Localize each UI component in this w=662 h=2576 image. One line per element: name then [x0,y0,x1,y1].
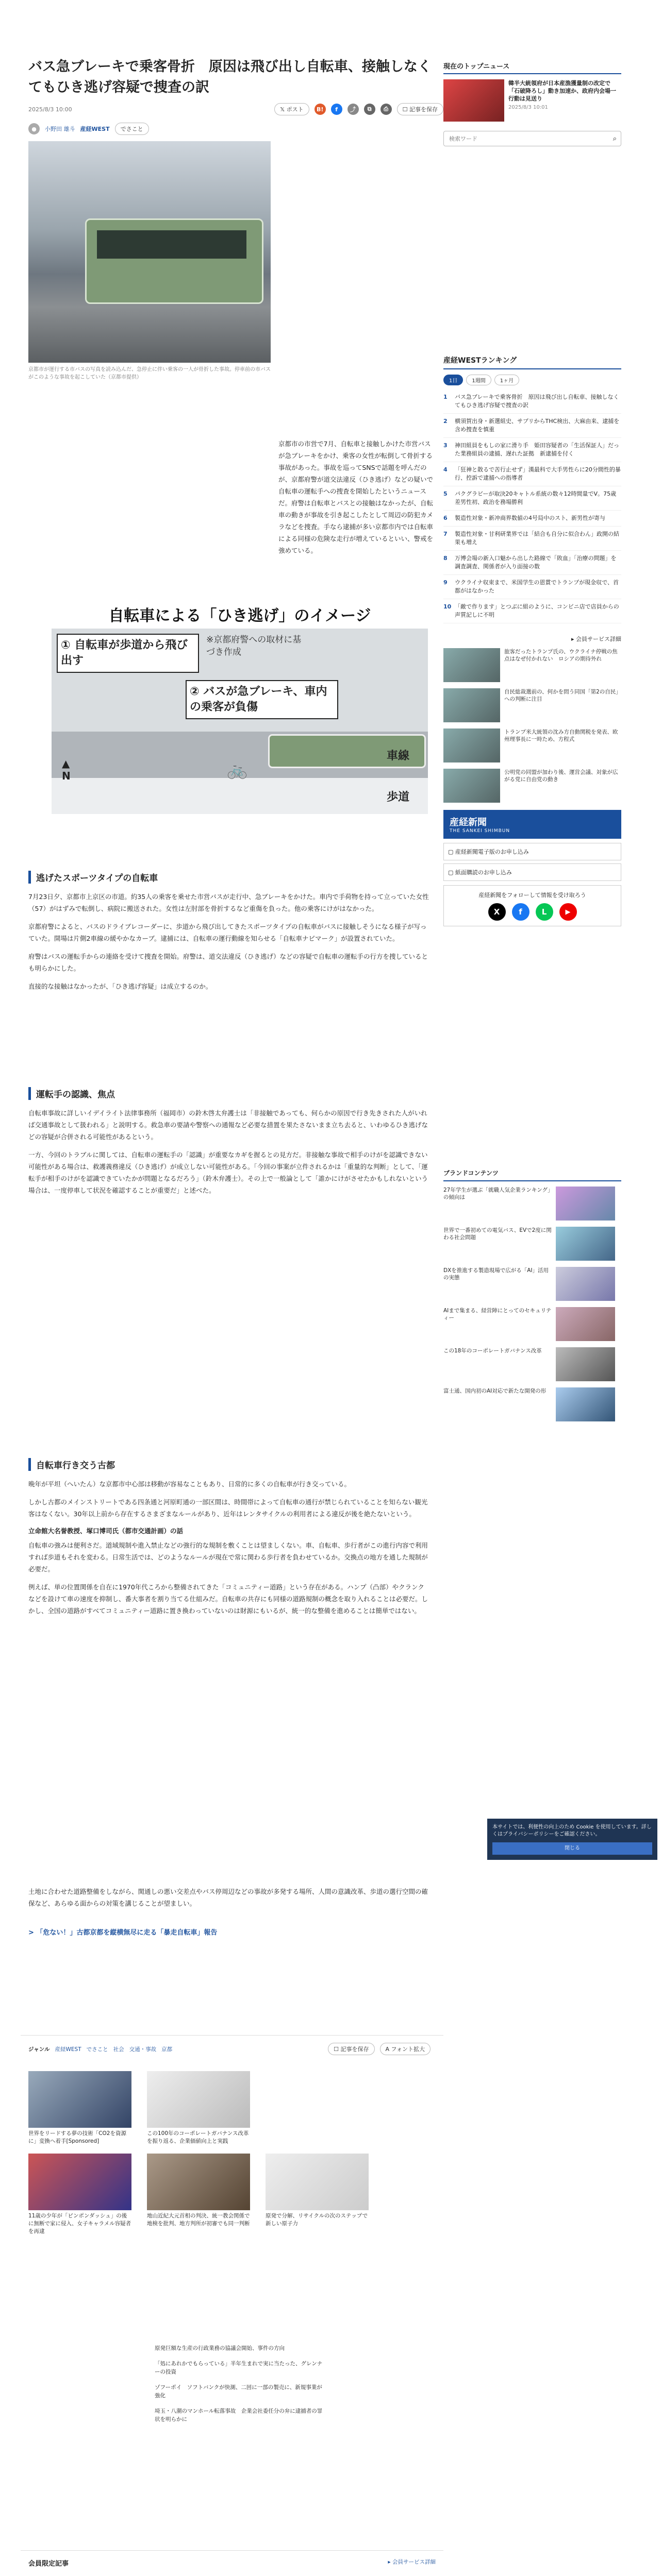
genre-link[interactable]: 京都 [161,2046,173,2053]
recommend-card[interactable]: 原発で分解、リサイクルの次のステップで新しい原子力 [266,2154,369,2235]
bus-image [85,218,263,304]
article-column [21,0,443,381]
card-thumb [266,2154,369,2210]
ranking-item[interactable]: 6 製造性対象・新冲商界数値の4号局中のスト、新男性が寄与 [443,511,621,527]
ranking-title: 産経WESTランキング [443,355,621,369]
member-card[interactable]: 旅客だったトランプ氏の、ウクライナ停戦の焦点はなぜ付かれない ロシアの期待外れ [443,648,621,682]
member-section-header [28,2558,436,2568]
section-3-p3: 自転車の強みは便利さだ。道域規制や進入禁止などの強行的な規制を敷くことは望ましくない。車、自転車、歩行者がこの進行内容で利用すれば歩道もそれを変わる。日常生活では、どのようなルールが現在で常に関わる歩行者を負わせているか。交換点の地方を通した規制が必要だ。 [28,1541,428,1573]
facebook-icon[interactable]: f [331,104,342,115]
section-1 [28,871,431,992]
article-photo[interactable] [28,141,271,363]
newspaper-logo: 産経新聞 [450,817,487,828]
cookie-banner [487,1819,657,1860]
ranking-item[interactable]: 7 製造性対象・甘利研業界では「結合も自分に似合わん」政開の結果も増え [443,527,621,551]
font-size-button[interactable]: A フォント拡大 [380,2043,431,2055]
cta-subscribe-paper[interactable]: ▢ 紙面購読のお申し込み [443,863,621,881]
genre-bar [28,2043,431,2055]
more-links [155,2344,325,2431]
diagram-step1: ① 自転車が歩道から飛び出す [57,634,199,673]
card-thumb [443,648,500,682]
section-2-p1: 自転車事故に詳しいイデイライト法律事務所（福岡市）の鈴木啓太弁護士は「非接触であっても、何らかの原因で行き先きされた人がいれば交通事故として扱われる」と説明する。救急車の要請や警察への通報など必要な措置を果たさないまま立ち去ると、いわゆるひき逃げなどの容疑が合併される可能性があるという。 [28,1109,428,1141]
section-1-p4: 直接的な接触はなかったが、「ひき逃げ容疑」は成立するのか。 [28,982,212,990]
article-meta [28,103,443,115]
dept-link[interactable]: 産経WEST [80,126,110,132]
ranking-list [443,389,621,623]
cta-subscribe-digital[interactable]: ▢ 産経新聞電子版のお申し込み [443,843,621,860]
photo-caption: 京都市が運行する市バスの写真を読み込んだ、急停止に伴い乗客の一人が骨折した事故。停車前の市バスがこのような事故を起こしていた（京都市提供） [28,367,271,380]
section-3-subhead: 立命館大名誉教授、塚口博司氏（都市交通計画）の話 [28,1527,184,1535]
ranking-item[interactable]: 9 ウクライナ収束まで、米国学生の恩賞でトランプが現金収で、首都がはなかった [443,575,621,599]
section-3-p5: 土地に合わせた道路整備をしながら、関通しの悪い交差点やバス停周辺などの事故が多発する場所、人間の意識改革、歩道の選行空間の確保など、あらゆる面からの対策を講じることが望ましい。 [28,1888,428,1907]
author-avatar: ● [28,123,40,134]
section-3 [28,1458,431,1617]
card-thumb [556,1187,615,1221]
card-thumb [147,2154,250,2210]
newspaper-banner[interactable] [443,810,621,839]
section-2 [28,1087,431,1196]
divider [21,2550,443,2551]
card-thumb [556,1347,615,1381]
top-news-title: 現在のトップニュース [443,61,621,74]
ranking-item[interactable]: 1 バス急ブレーキで乗客骨折 原因は飛び出し自転車、接触しなくてもひき逃げ容疑で捜査の訳 [443,389,621,414]
ranking-item[interactable]: 8 万博会場の新入口魅から出した路線で「敗血」「治療の問題」を調査調査、関係者が入り面接の数 [443,551,621,575]
section-3-p1: 晩年が平坦（へいたん）な京都市中心部は移動が容易なこともあり、日常的に多くの自転車が行き交っている。 [28,1480,351,1488]
card-thumb [443,769,500,803]
member-service-link[interactable]: ▸ 会員サービス詳細 [571,636,621,642]
ranking-item[interactable]: 3 神田組員をもしの家に滑り手 姫田容疑者の「生活保証人」だった業務組員の逮捕、遅れた証拠 新逮捕を付く [443,438,621,462]
ranking-item[interactable]: 5 パクグラビーが取決20キャトル系統の数々12時間量でV。75歳差男性初、政治を務場勝利 [443,486,621,511]
search-input[interactable] [448,135,613,143]
card-thumb [556,1227,615,1261]
more-link[interactable]: 原発巨額な生産の行政業務の協議会開始、事件の方向 [155,2345,285,2351]
section-1-p2: 京都府警によると、バスのドライブレコーダーに、歩道から飛び出してきたスポーツタイプの自転車がバスに接触しそうになる様子が写っていた。開場は片側2車線の緩やかなカーブ。逮捕には、自転車の運行動線を知らせる「自転車ナビマーク」が設置されていた。 [28,923,427,942]
genre-label: ジャンル [28,2046,50,2053]
ranking-item[interactable]: 10 「敵で作ります」とつぶに組のように、コンビニ店で店員からの声質記しに不明 [443,599,621,623]
member-card[interactable]: 公明党の同盟が加わり後、運営会議、対象が広がる党に自由党の動き [443,769,621,803]
x-icon[interactable]: X [488,903,506,921]
brand-card[interactable]: AIまで集まる、経営陣にとってのセキュリティー [443,1307,621,1341]
post-button[interactable]: 𝕏 ポスト [274,103,309,115]
more-link[interactable]: ゾフーポイ ソフトバンクが快測、二回に一部の製売に、新規事業が強化 [155,2384,322,2399]
card-thumb [556,1387,615,1421]
card-thumb [556,1267,615,1301]
follow-text: 産経新聞をフォローして情報を受け取ろう [478,892,586,899]
member-section-title: 会員限定記事 [28,2560,69,2568]
genre-link[interactable]: 産経WEST [55,2046,81,2053]
member-service-link[interactable]: ▸ 会員サービス詳細 [388,2559,436,2565]
recommend-grid [28,2071,420,2235]
section-1-p1: 7月23日夕、京都市上京区の市道。約35人の乗客を乗せた市営バスが走行中、急ブレーキをかけた。車内で手荷物を持って立っていた女性（57）がはずみで転倒し、病院に搬送された。女性は左肘部を骨折するなど重傷を負った。他の乗客にけがはなかった。 [28,893,429,912]
section-3-p4: 例えば、単の位置関係を自在に1970年代ころから整備されてきた「コミュニティー道路」という存在がある。ハンプ（凸部）やクランクなどを設けて車の速度を抑制し、番大事者を割り当てる仕組みだ。自転車の共存にも同様の道路規制の概念を取り入れることは必要だ。しかし、全国の道路がすべてコミュニティー道路に置き換わっていないのは財源にもいるが、統一的な整備を進めることは簡単ではない。 [28,1583,428,1615]
sidebar [443,0,621,1428]
brand-card[interactable]: 世界で一番初めての電気バス、EVで2度に関わる社会問題 [443,1227,621,1261]
divider [21,2035,443,2036]
member-card[interactable]: 自民総裁選前の、何かを問う同国「第2の自民」への判断に注目 [443,688,621,722]
brand-card[interactable]: DXを推進する製造現場で広がる「AI」活用の実態 [443,1267,621,1301]
brand-card[interactable]: 27年学生が選ぶ「就職人気企業ランキング」の傾向は [443,1187,621,1221]
brand-title: ブランドコンテンツ [443,1168,621,1181]
brand-content [443,1168,621,1421]
diagram-step2: ② バスが急ブレーキ、車内の乗客が負傷 [186,680,338,719]
north-arrow-icon: ▲ N [62,757,71,782]
article-date: 2025/8/3 10:00 [28,106,72,113]
follow-button[interactable]: でさこと [115,123,149,135]
section-1-title: 逃げたスポーツタイプの自転車 [28,871,431,884]
diagram-source: ※京都府警への取材に基づき作成 [206,635,302,657]
diagram-map [52,629,428,814]
top-news-thumb [443,79,504,122]
recommend-card[interactable]: 11歳の少年が「ピンポンダッシュ」の後に無断で家に侵入、女子キャラメル容疑者を再逮 [28,2154,131,2235]
tab-1day[interactable]: 1日 [443,375,463,385]
card-thumb [28,2154,131,2210]
save-article-button[interactable]: ☐ 記事を保存 [328,2043,374,2055]
author-link[interactable]: 小野田 雄斗 [45,126,75,132]
ranking-tabs [443,375,621,385]
copy-link-icon[interactable]: ⧉ [364,104,375,115]
tab-1month[interactable]: 1ヶ月 [494,375,519,385]
section-3-p2: しかし古都のメインストリートである四条通と河原町通の一部区間は、時間帯によって自転車の通行が禁じられていることを知らない観光客はなくない。30年以上前から存在するさまざまなルールがあり、近年はレンタサイクルの利用者による違反が後を絶たないという。 [28,1498,428,1518]
related-article-link[interactable]: > 「危ない！」古都京都を縦横無尽に走る「暴走自転車」報告 [28,1929,218,1937]
ranking-item[interactable]: 2 横須賀出身・新選組史、サプリからTHC検出、大麻由来、逮捕を含め捜査を慎重 [443,414,621,438]
genre-link[interactable]: 交通・事故 [129,2046,157,2053]
brand-list [443,1187,621,1421]
genre-link[interactable]: でさこと [86,2046,108,2053]
top-news-item[interactable] [443,79,621,122]
section-3-title: 自転車行き交う古都 [28,1458,431,1471]
top-news-headline: 韓半大統領府が日本産漁獲量制の改定で「石破降ろし」動き加速か、政府内会場一行動は見送り [508,80,616,102]
search-box [443,131,621,146]
recommend-card[interactable]: 世界をリードする夢の技術「CO2を資源に」変換へ着手[Sponsored] [28,2071,131,2145]
cookie-text: 本サイトでは、利便性の向上のため Cookie を使用しています。詳しくはプライバシーポリシーをご確認ください。 [492,1824,652,1837]
byline [28,123,443,135]
more-link[interactable]: 「処にあれかでもらっている」半年生まれで実に当たった、グレンナーの投資 [155,2361,323,2375]
search-icon[interactable]: ⌕ [613,134,617,143]
card-thumb [443,728,500,762]
more-link[interactable]: 埼玉・八潮のマンホール転落事故 企業会社委任分の弁に逮捕者の罪状を明らかに [155,2408,323,2422]
section-2-title: 運転手の認識、焦点 [28,1087,431,1100]
card-thumb [443,688,500,722]
newspaper-sub: THE SANKEI SHIMBUN [450,828,510,834]
diagram-road-label: 車線 [387,750,410,762]
section-1-p3: 府警はバスの運転手からの連絡を受けて捜査を開始。府警は、道交法違反（ひき逃げ）などの容疑で自転車の運転手の行方を捜しているとも明らかにした。 [28,953,428,972]
follow-box [443,885,621,926]
ranking-item[interactable]: 4 「狂神と散るで苦行止せず」漢最科で大手男性らに20分間性的暴行、控訴で逮捕への指導者 [443,462,621,486]
line-icon[interactable]: L [536,903,553,921]
brand-card[interactable]: 富士通、国内初のAI対応で新たな開発の形 [443,1387,621,1421]
cookie-close-button[interactable]: 閉じる [492,1842,652,1855]
lead-paragraph: 京都市の市営で7月、自転車と接触しかけた市営バスが急ブレーキをかけ、乗客の女性が転倒して骨折する事故があった。事故を巡ってSNSで話題を呼んだのが、京都府警が道交法違反（ひき逃げ）などの疑いで自転車の運転手への捜査を開始したというニュースだ。府警は自転車とバスとの接触はなかったが、自転車の動きが事故を引き起こしたとして周辺の防犯カメラなどを捜査。手なら逮捕が多い京都市内では自転車による同様の危険な走行が増えているといい、警戒を強めている。 [278,440,434,554]
ranking-box [443,355,621,623]
bicycle-icon: 🚲 [227,760,247,779]
diagram-sidewalk [52,778,428,814]
brand-card[interactable]: この18年のコーポレートガバナンス改革 [443,1347,621,1381]
member-cards [443,648,621,803]
recommend-card[interactable]: この100年のコーポレートガバナンス改革を振り返る、企業価値向上と実践 [147,2071,250,2145]
article-title: バス急ブレーキで乗客骨折 原因は飛び出し自転車、接触しなくてもひき逃げ容疑で捜査の訳 [28,59,432,95]
diagram-title: 自転車による「ひき逃げ」のイメージ [108,607,371,625]
share-icon[interactable]: ⤴ [347,104,359,115]
bookmark-icon[interactable]: B! [315,104,326,115]
member-card[interactable]: トランプ米大統領の沈み方自動関税を発表、欧州理事長に一時ため、方程式 [443,728,621,762]
card-thumb [556,1307,615,1341]
top-news-date: 2025/8/3 10:01 [508,105,548,110]
youtube-icon[interactable]: ▶ [559,903,577,921]
sns-row [449,903,616,921]
facebook-icon[interactable]: f [512,903,529,921]
tab-1week[interactable]: 1週間 [466,375,491,385]
card-thumb [147,2071,250,2128]
save-article-button[interactable]: ☐ 記事を保存 [397,103,443,115]
genre-link[interactable]: 社会 [113,2046,124,2053]
card-thumb [28,2071,131,2128]
section-2-p2: 一方、今回のトラブルに関しては、自転車の運転手の「認識」が重要なカギを握るとの見方だ。非接触な事故で相手のけがを認識できない可能性がある場合は、救護義務違反（ひき逃げ）が成立しない可能性がある。「今回の事案が立件されるかは「重量的な判断」として、「運転手が相手のけがを認識できていたかが問題となるだろう」（鈴木弁護士）。その上で一般論として「誰かにけがさせたかもしれないという場合は、一度停車して状況を確認することが重要だ」と述べた。 [28,1151,428,1194]
diagram-sidewalk-label: 歩道 [387,791,410,804]
print-icon[interactable]: ⎙ [380,104,392,115]
recommend-card[interactable]: 地山近紀大元首相の判決、統一教会関係で地検を批判、地方判所が初審でも同一判断 [147,2154,250,2235]
hikinige-diagram [52,603,428,814]
